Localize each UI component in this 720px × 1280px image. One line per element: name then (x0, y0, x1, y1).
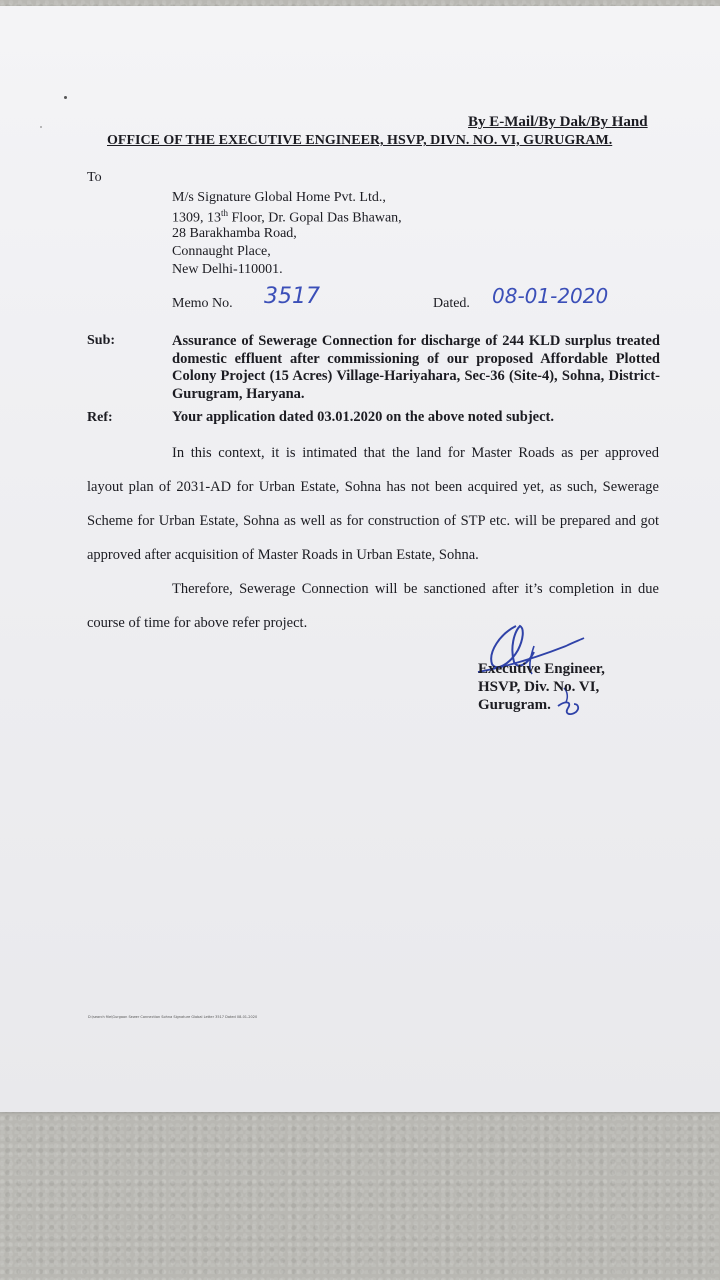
recipient-line-3: 28 Barakhamba Road, (172, 226, 297, 241)
recipient-line-1: M/s Signature Global Home Pvt. Ltd., (172, 190, 386, 205)
delivery-mode: By E-Mail/By Dak/By Hand (468, 114, 648, 130)
signature-place: Gurugram. (478, 697, 551, 713)
dated-label: Dated. (433, 296, 470, 311)
signature-division: HSVP, Div. No. VI, (478, 679, 600, 695)
paper-speck (40, 126, 42, 128)
body-line-5: Therefore, Sewerage Connection will be sanctioned after it’s completion in due (172, 581, 659, 597)
date-handwritten: 08-01-2020 (492, 284, 609, 308)
office-heading: OFFICE OF THE EXECUTIVE ENGINEER, HSVP, DIVN. NO. VI, GURUGRAM. (107, 133, 613, 148)
reference-label: Ref: (87, 410, 113, 425)
recipient-line-5: New Delhi-110001. (172, 262, 283, 277)
body-line-4: approved after acquisition of Master Roads in Urban Estate, Sohna. (87, 547, 479, 563)
body-line-6: course of time for above refer project. (87, 615, 308, 631)
recipient-line-2: 1309, 13th Floor, Dr. Gopal Das Bhawan, (172, 208, 402, 226)
reference-text: Your application dated 03.01.2020 on the above noted subject. (172, 409, 554, 425)
subject-text: Assurance of Sewerage Connection for discharge of 244 KLD surplus treated domestic effluent after commissioning of our proposed Affordable Plotted Colony Project (15 Acres) Village-Hariyahara, Sec-36 (Site-4), Sohna, District- Gurugram, Haryana. (172, 333, 660, 402)
body-line-3: Scheme for Urban Estate, Sohna as well as for construction of STP etc. will be prepared and got (87, 513, 659, 529)
to-label: To (87, 170, 102, 185)
paper-speck (64, 96, 67, 99)
body-line-2: layout plan of 2031-AD for Urban Estate, Sohna has not been acquired yet, as such, Sewerage (87, 479, 659, 495)
document-page (0, 6, 720, 1112)
memo-number-handwritten: 3517 (264, 284, 320, 309)
body-line-1: In this context, it is intimated that the land for Master Roads as per approved (172, 445, 659, 461)
subject-label: Sub: (87, 333, 116, 348)
memo-label: Memo No. (172, 296, 233, 311)
recipient-line-4: Connaught Place, (172, 244, 271, 259)
footer-file-path: D:\search file\Gurgaon Sewer Connection Sohna Signature Global Letter 3517 Dated 08-01-2020 (88, 1015, 258, 1019)
signature-title: Executive Engineer, (478, 661, 605, 677)
